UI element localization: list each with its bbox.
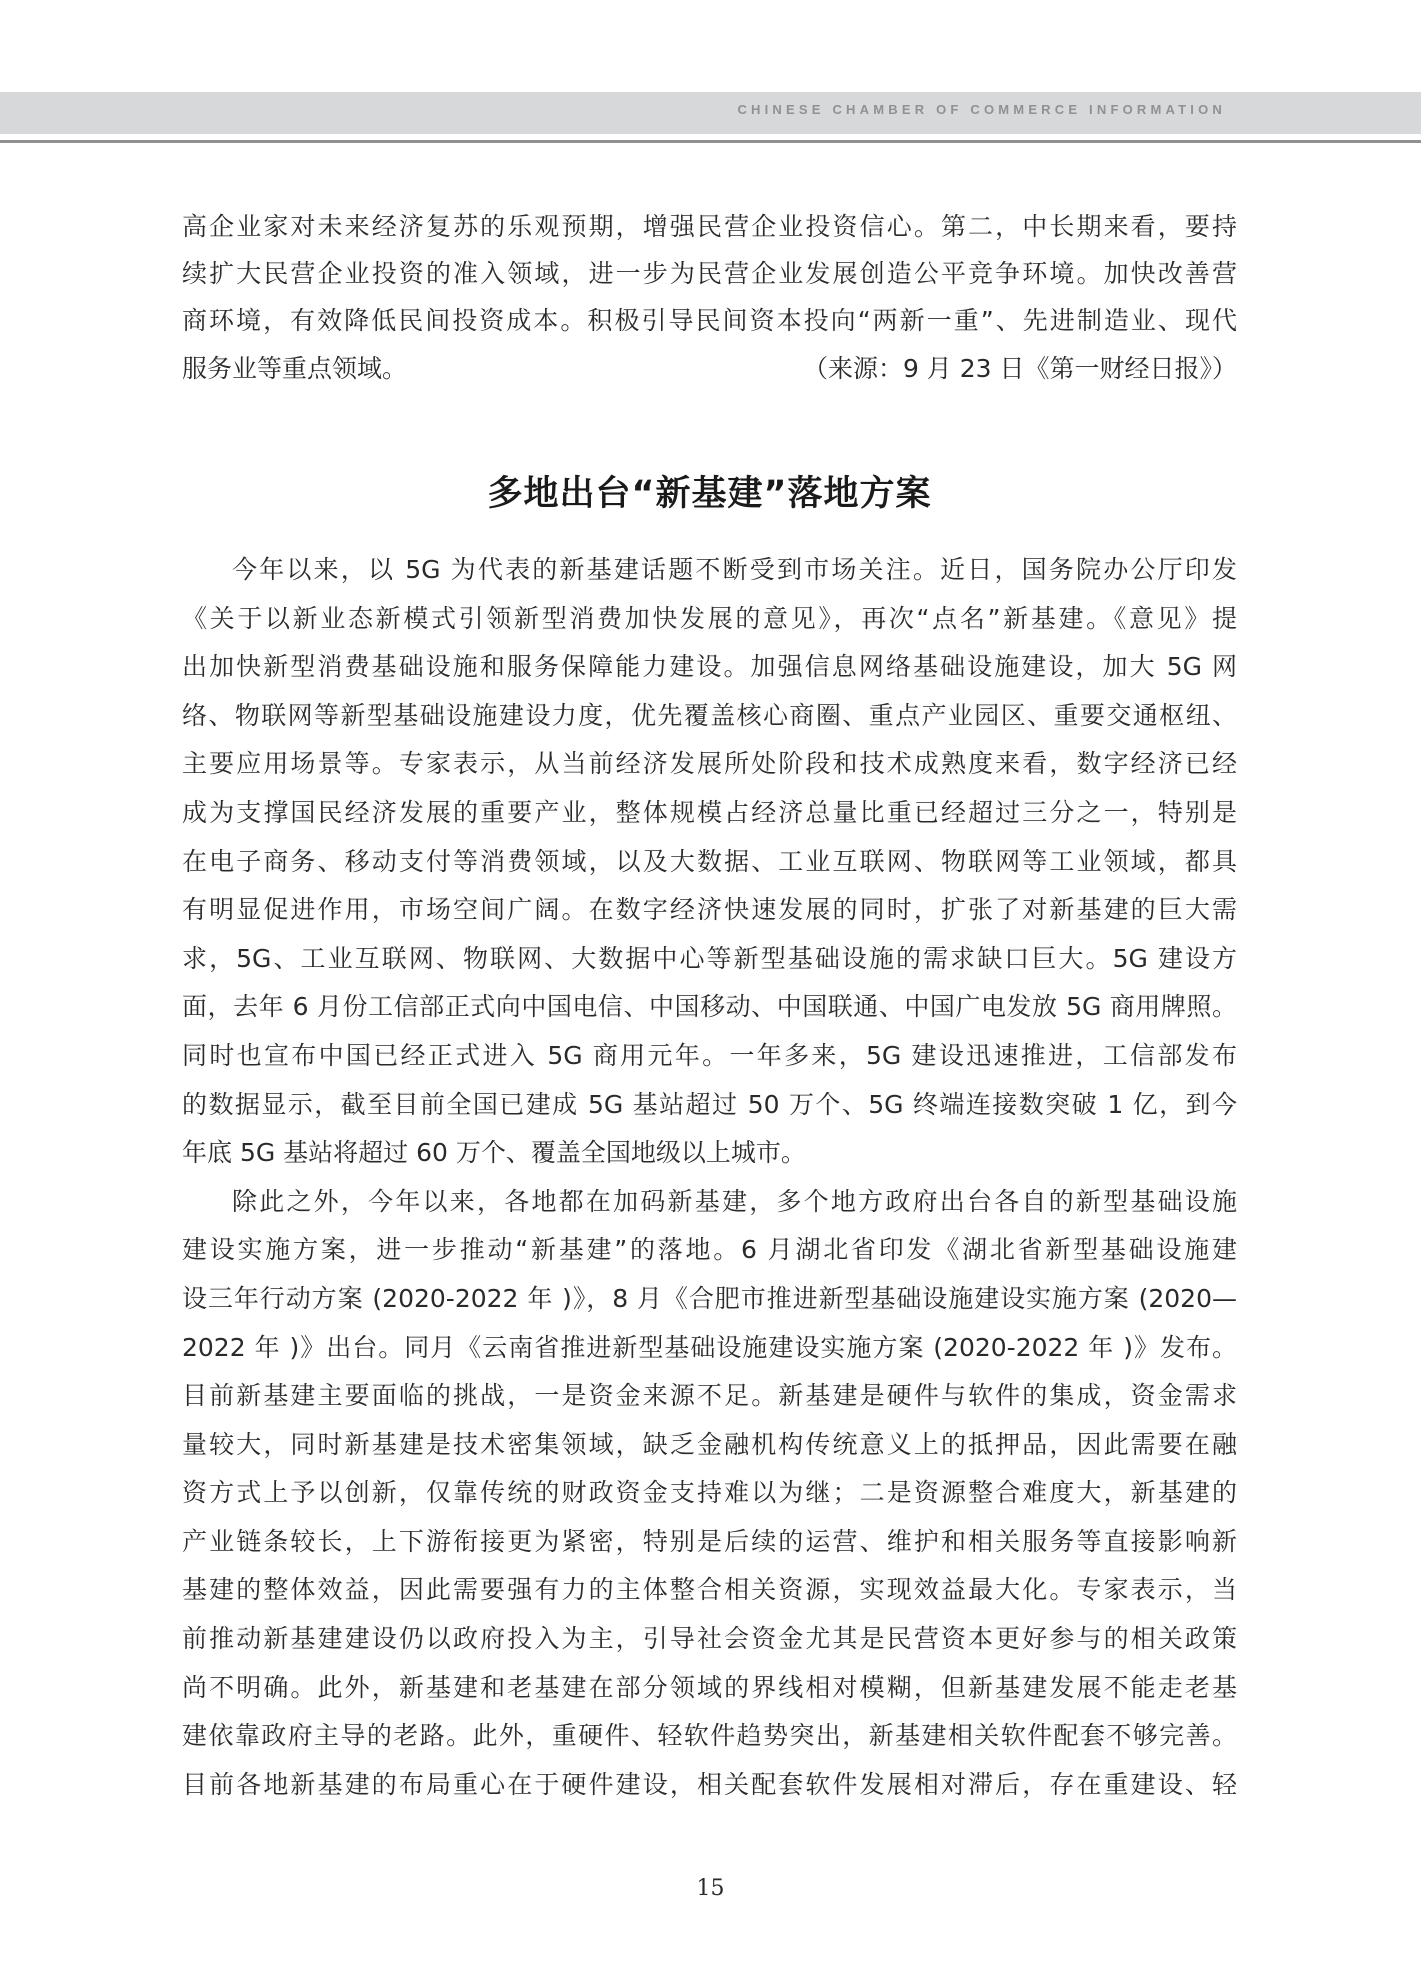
- paragraph: [182, 1178, 1237, 1810]
- text-line: 商环境，有效降低民间投资成本。积极引导民间资本投向“两新一重”、先进制造业、现代: [182, 306, 1237, 336]
- text-line: 基建的整体效益，因此需要强有力的主体整合相关资源，实现效益最大化。专家表示，当: [182, 1575, 1237, 1605]
- text-line: 2022 年 )》出台。同月《云南省推进新型基础设施建设实施方案 (2020-2022 年 )》发布。: [182, 1332, 1237, 1362]
- article-title: 多地出台“新基建”落地方案: [487, 474, 932, 514]
- text-line: 除此之外，今年以来，各地都在加码新基建，多个地方政府出台各自的新型基础设施: [232, 1186, 1237, 1216]
- previous-article-tail: [182, 203, 1237, 392]
- text-line: 前推动新基建建设仍以政府投入为主，引导社会资金尤其是民营资本更好参与的相关政策: [182, 1624, 1237, 1654]
- text-line: 今年以来，以 5G 为代表的新基建话题不断受到市场关注。近日，国务院办公厅印发: [232, 555, 1237, 584]
- header-rule: [0, 140, 1421, 143]
- text-line: 出加快新型消费基础设施和服务保障能力建设。加强信息网络基础设施建设，加大 5G 网: [182, 652, 1237, 682]
- text-line: 目前各地新基建的布局重心在于硬件建设，相关配套软件发展相对滞后，存在重建设、轻: [182, 1769, 1237, 1799]
- text-line: 资方式上予以创新，仅靠传统的财政资金支持难以为继；二是资源整合难度大，新基建的: [182, 1478, 1237, 1508]
- text-line-with-source: [182, 345, 1237, 392]
- running-title: CHINESE CHAMBER OF COMMERCE INFORMATION: [737, 102, 1226, 117]
- text-line: 络、物联网等新型基础设施建设力度，优先覆盖核心商圈、重点产业园区、重要交通枢纽、: [182, 700, 1237, 730]
- text-line: 面，去年 6 月份工信部正式向中国电信、中国移动、中国联通、中国广电发放 5G 商用牌照。: [182, 992, 1237, 1022]
- text-line: 成为支撑国民经济发展的重要产业，整体规模占经济总量比重已经超过三分之一，特别是: [182, 797, 1237, 827]
- text-line: 服务业等重点领域。: [182, 353, 408, 383]
- text-line: 求，5G、工业互联网、物联网、大数据中心等新型基础设施的需求缺口巨大。5G 建设方: [182, 943, 1237, 973]
- text-line: 有明显促进作用，市场空间广阔。在数字经济快速发展的同时，扩张了对新基建的巨大需: [182, 895, 1237, 925]
- text-line: 产业链条较长，上下游衔接更为紧密，特别是后续的运营、维护和相关服务等直接影响新: [182, 1526, 1237, 1556]
- text-line: 高企业家对未来经济复苏的乐观预期，增强民营企业投资信心。第二，中长期来看，要持: [182, 212, 1237, 241]
- source-citation: （来源：9 月 23 日《第一财经日报》）: [802, 353, 1237, 383]
- text-line: 建依靠政府主导的老路。此外，重硬件、轻软件趋势突出，新基建相关软件配套不够完善。: [182, 1721, 1237, 1751]
- text-line: 尚不明确。此外，新基建和老基建在部分领域的界线相对模糊，但新基建发展不能走老基: [182, 1672, 1237, 1702]
- text-line: 同时也宣布中国已经正式进入 5G 商用元年。一年多来，5G 建设迅速推进，工信部发布: [182, 1040, 1237, 1070]
- text-line: 《关于以新业态新模式引领新型消费加快发展的意见》，再次“点名”新基建。《意见》提: [182, 603, 1237, 633]
- article-body: [182, 546, 1237, 1809]
- text-line: 的数据显示，截至目前全国已建成 5G 基站超过 50 万个、5G 终端连接数突破 1 亿，到今: [182, 1089, 1237, 1119]
- text-line: 目前新基建主要面临的挑战，一是资金来源不足。新基建是硬件与软件的集成，资金需求: [182, 1381, 1237, 1411]
- text-line: 续扩大民营企业投资的准入领域，进一步为民营企业发展创造公平竞争环境。加快改善营: [182, 259, 1237, 289]
- text-line: 在电子商务、移动支付等消费领域，以及大数据、工业互联网、物联网等工业领域，都具: [182, 846, 1237, 876]
- text-line: 年底 5G 基站将超过 60 万个、覆盖全国地级以上城市。: [182, 1138, 806, 1168]
- text-line: 建设实施方案，进一步推动“新基建”的落地。6 月湖北省印发《湖北省新型基础设施建: [182, 1235, 1237, 1265]
- text-line: 设三年行动方案 (2020-2022 年 )》，8 月《合肥市推进新型基础设施建设实施方案 (2020—: [182, 1283, 1237, 1313]
- text-line: 主要应用场景等。专家表示，从当前经济发展所处阶段和技术成熟度来看，数字经济已经: [182, 749, 1237, 779]
- page-number: 15: [696, 1876, 725, 1901]
- text-line: 量较大，同时新基建是技术密集领域，缺乏金融机构传统意义上的抵押品，因此需要在融: [182, 1429, 1237, 1459]
- paragraph: [182, 546, 1237, 1178]
